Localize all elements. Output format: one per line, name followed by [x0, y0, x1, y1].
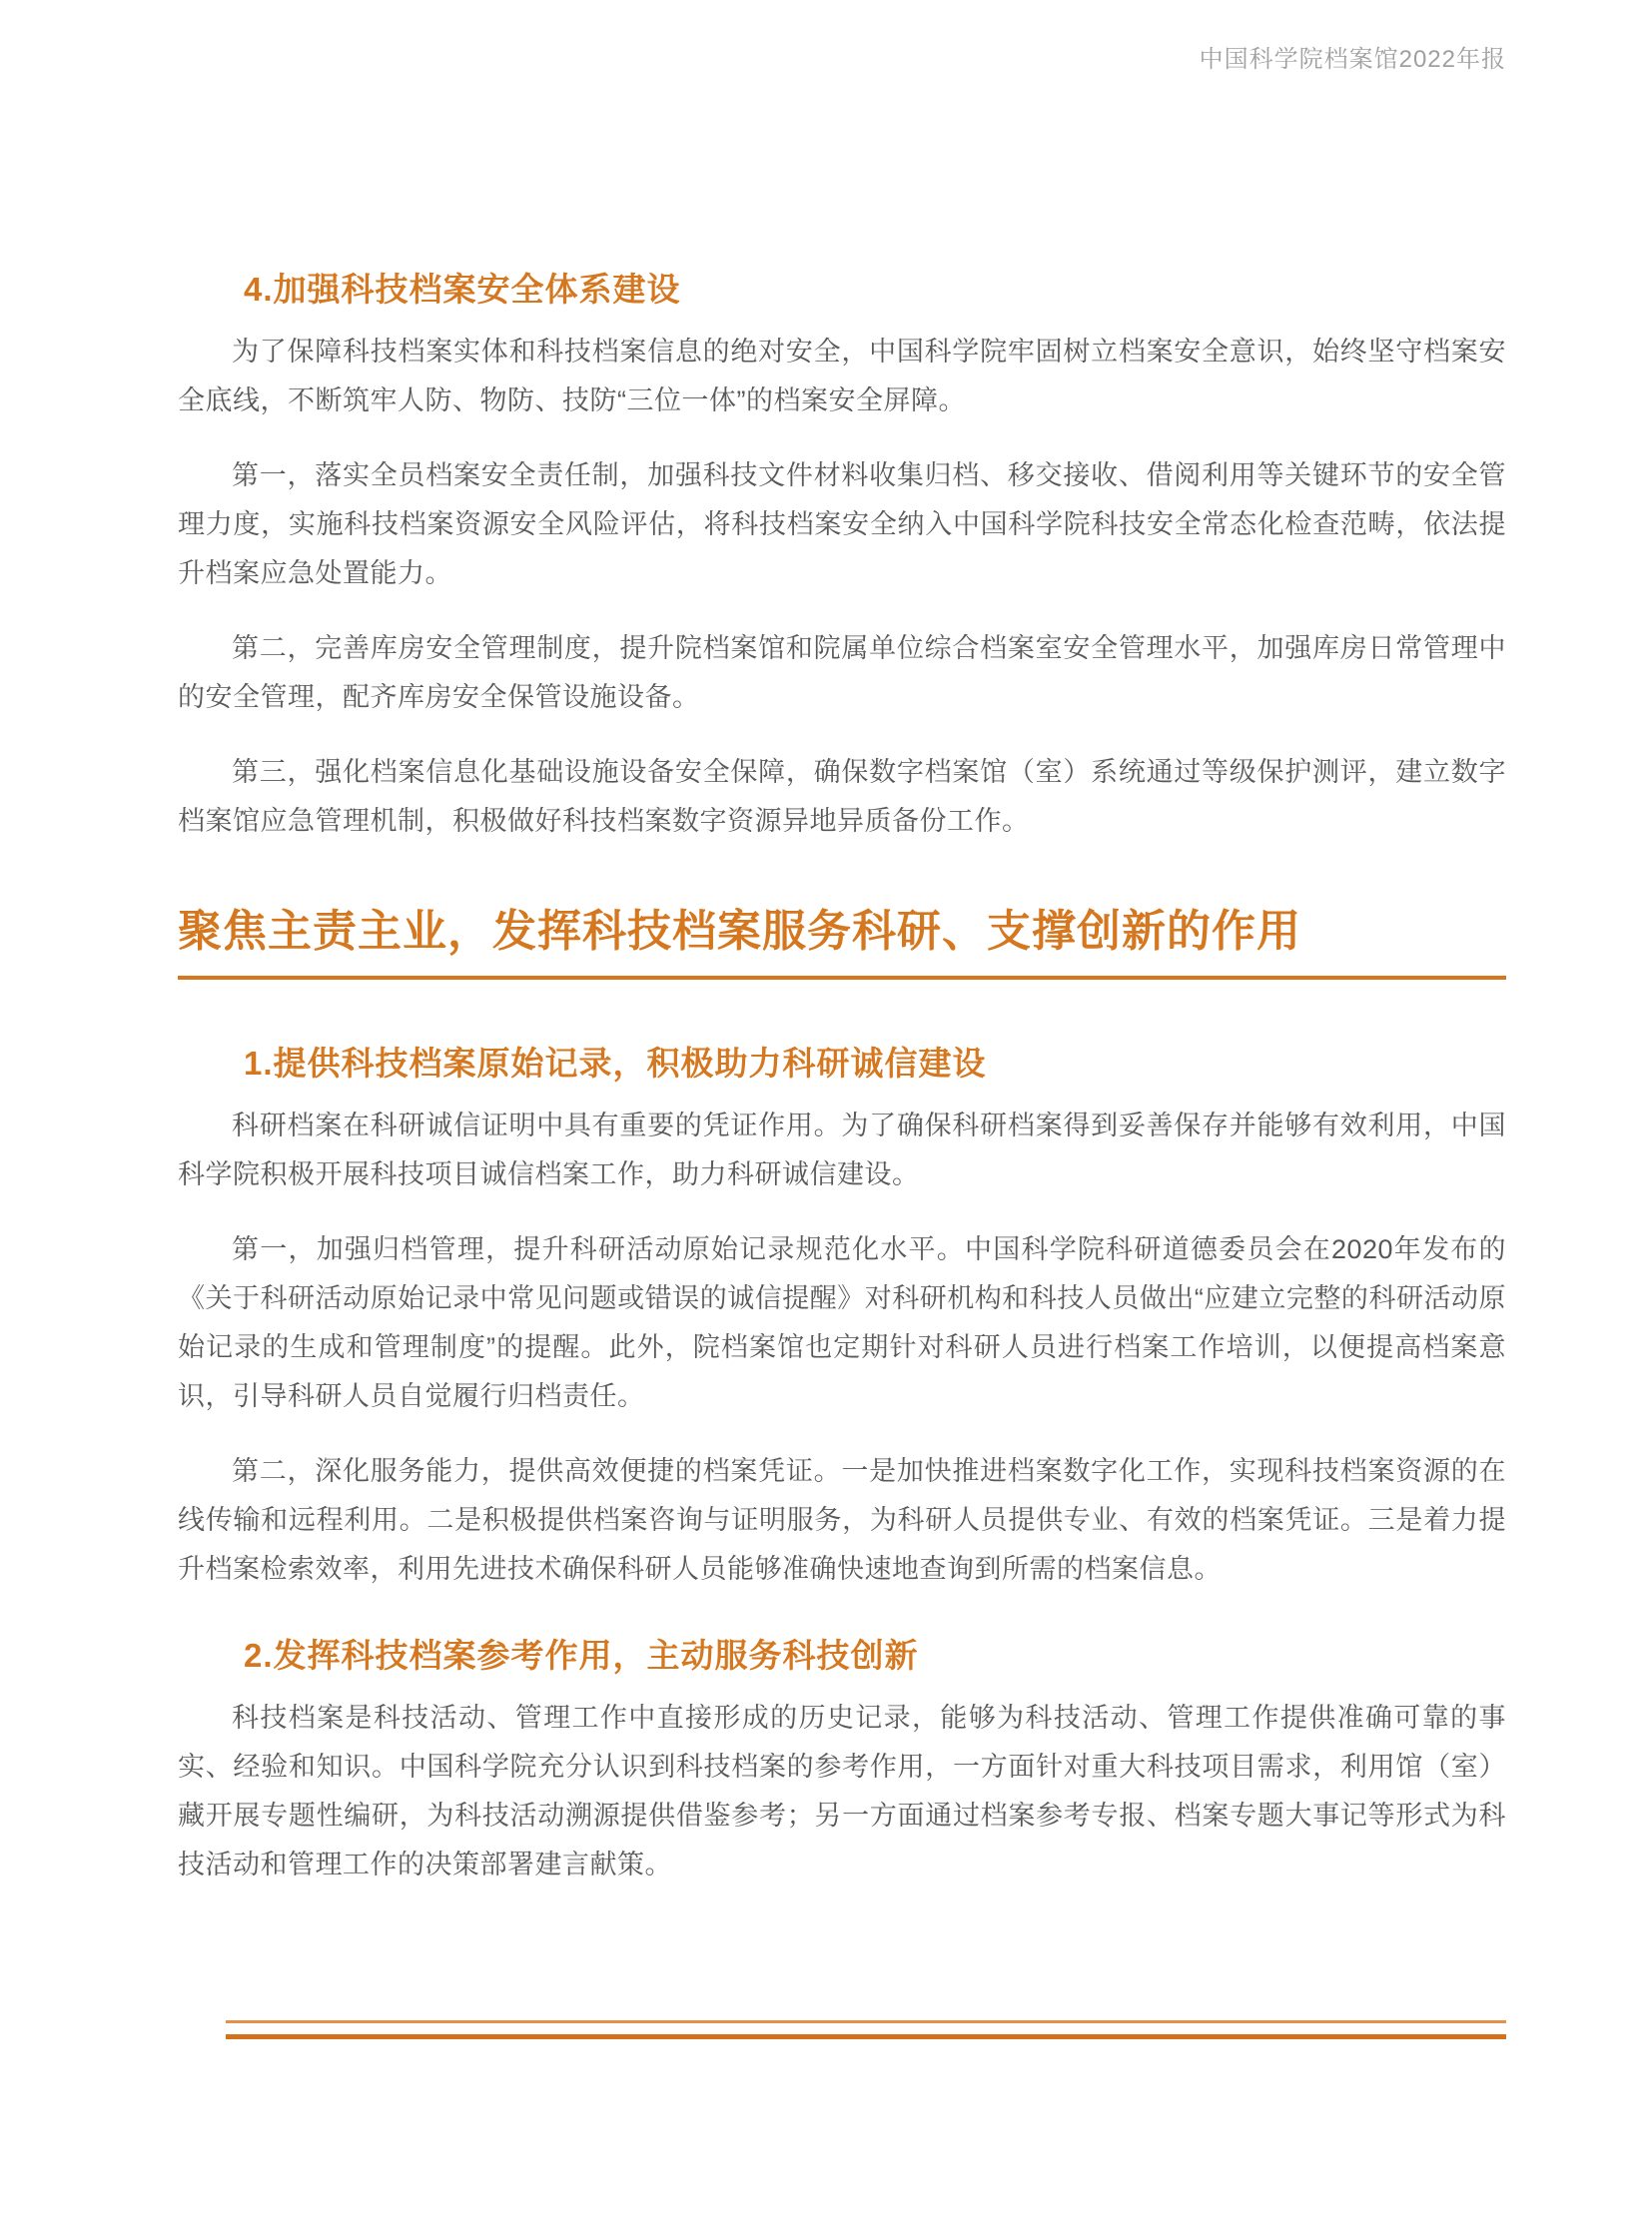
section-title-underline: [178, 976, 1506, 980]
paragraph: 第二，完善库房安全管理制度，提升院档案馆和院属单位综合档案室安全管理水平，加强库房日常管理中的安全管理，配齐库房安全保管设施设备。: [178, 633, 1506, 712]
paragraph: 为了保障科技档案实体和科技档案信息的绝对安全，中国科学院牢固树立档案安全意识，始终坚守档案安全底线，不断筑牢人防、物防、技防“三位一体”的档案安全屏障。: [178, 337, 1506, 415]
paragraph: 第一，加强归档管理，提升科研活动原始记录规范化水平。中国科学院科研道德委员会在2020年发布的《关于科研活动原始记录中常见问题或错误的诚信提醒》对科研机构和科技人员做出“应建立完整的科研活动原始记录的生成和管理制度”的提醒。此外，院档案馆也定期针对科研人员进行档案工作培训，以便提高档案意识，引导科研人员自觉履行归档责任。: [178, 1234, 1506, 1411]
paragraph: 科研档案在科研诚信证明中具有重要的凭证作用。为了确保科研档案得到妥善保存并能够有效利用，中国科学院积极开展科技项目诚信档案工作，助力科研诚信建设。: [178, 1111, 1506, 1189]
section-title-main: 聚焦主责主业，发挥科技档案服务科研、支撑创新的作用: [178, 907, 1301, 956]
paragraph: 第三，强化档案信息化基础设施设备安全保障，确保数字档案馆（室）系统通过等级保护测评，建立数字档案馆应急管理机制，积极做好科技档案数字资源异地异质备份工作。: [178, 757, 1506, 836]
paragraph: 第一，落实全员档案安全责任制，加强科技文件材料收集归档、移交接收、借阅利用等关键环节的安全管理力度，实施科技档案资源安全风险评估，将科技档案安全纳入中国科学院科技安全常态化检查范畴，依法提升档案应急处置能力。: [178, 460, 1506, 588]
paragraph: 科技档案是科技活动、管理工作中直接形成的历史记录，能够为科技活动、管理工作提供准确可靠的事实、经验和知识。中国科学院充分认识到科技档案的参考作用，一方面针对重大科技项目需求，利用馆（室）藏开展专题性编研，为科技活动溯源提供借鉴参考；另一方面通过档案参考专报、档案专题大事记等形式为科技活动和管理工作的决策部署建言献策。: [178, 1703, 1506, 1879]
subheading-reference-role: 2.发挥科技档案参考作用，主动服务科技创新: [244, 1637, 919, 1674]
subheading-original-records: 1.提供科技档案原始记录，积极助力科研诚信建设: [244, 1045, 987, 1082]
paragraph: 第二，深化服务能力，提供高效便捷的档案凭证。一是加快推进档案数字化工作，实现科技档案资源的在线传输和远程利用。二是积极提供档案咨询与证明服务，为科研人员提供专业、有效的档案凭证。三是着力提升档案检索效率，利用先进技术确保科研人员能够准确快速地查询到所需的档案信息。: [178, 1456, 1506, 1584]
footer-rule-thin: [226, 2020, 1506, 2023]
footer-rule-thick: [226, 2034, 1506, 2039]
subheading-security: 4.加强科技档案安全体系建设: [244, 271, 681, 308]
running-header: 中国科学院档案馆2022年报: [1199, 46, 1506, 73]
page-content: [178, 0, 1506, 1915]
